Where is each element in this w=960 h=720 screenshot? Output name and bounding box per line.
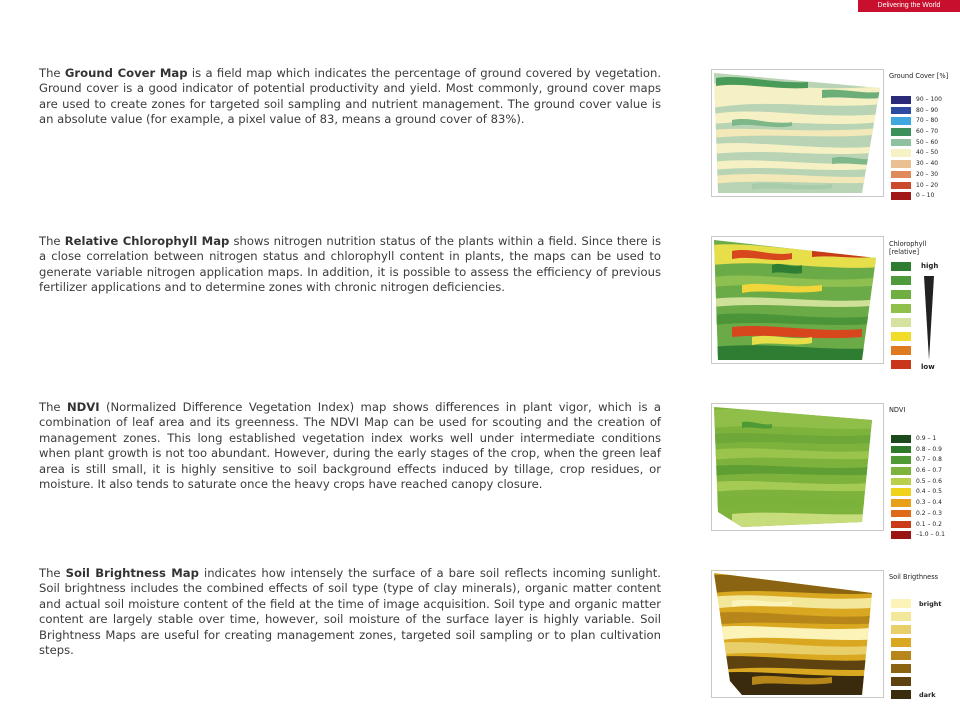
legend-swatch bbox=[891, 531, 911, 539]
legend-swatch bbox=[891, 149, 911, 157]
ndvi-title: NDVI bbox=[66, 400, 100, 414]
legend-swatch bbox=[891, 651, 911, 660]
soil-brightness-legend bbox=[889, 573, 959, 707]
legend-swatch bbox=[891, 182, 911, 190]
legend-item: 0.3 – 0.4 bbox=[889, 499, 959, 510]
legend-swatch bbox=[891, 446, 911, 454]
legend-item: 30 – 40 bbox=[889, 160, 959, 171]
legend-swatch bbox=[891, 192, 911, 200]
legend-swatch bbox=[891, 332, 911, 341]
legend-swatch bbox=[891, 346, 911, 355]
legend-swatch bbox=[891, 139, 911, 147]
legend-swatch bbox=[891, 638, 911, 647]
ground-cover-legend-title: Ground Cover [%] bbox=[889, 72, 949, 80]
legend-swatch bbox=[891, 478, 911, 486]
legend-high-label: high bbox=[921, 262, 939, 270]
legend-swatch bbox=[891, 664, 911, 673]
soil-brightness-description: The Soil Brightness Map indicates how intensely the surface of a bare soil reflects incoming sunlight. Soil brightness includes the combined effects of soil type (type of clay minerals), organic matter content and actual soil moisture content of the field at the time of image acquisition. Soil type and organic matter content are largely stable over time, however, soil moisture of the surface layer is highly variable. Soil Brightness Maps are useful for creating management zones, targeted soil sampling or to plan cultivation steps. bbox=[39, 566, 661, 658]
ground-cover-map bbox=[711, 69, 884, 197]
legend-swatch bbox=[891, 625, 911, 634]
legend-item: 0.1 – 0.2 bbox=[889, 521, 959, 532]
chlorophyll-description: The Relative Chlorophyll Map shows nitrogen nutrition status of the plants within a field. Since there is a close correlation between nitrogen status and chlorophyll content in plants, the maps can be used to generate variable nitrogen application maps. In addition, it is possible to assess the efficiency of previous fertilizer applications and to determine zones with chronic nitrogen deficiencies. bbox=[39, 234, 662, 295]
legend-swatch bbox=[891, 510, 911, 518]
legend-item: 80 – 90 bbox=[889, 107, 959, 118]
legend-item: 0.9 – 1 bbox=[889, 435, 959, 446]
ndvi-legend bbox=[889, 406, 959, 542]
gradient-wedge-icon bbox=[924, 276, 934, 360]
legend-item: 60 – 70 bbox=[889, 128, 959, 139]
chlorophyll-map bbox=[711, 236, 884, 364]
legend-swatch bbox=[891, 488, 911, 496]
legend-swatch bbox=[891, 690, 911, 699]
ndvi-description: The NDVI (Normalized Difference Vegetation Index) map shows differences in plant vigor, which is a combination of leaf area and its greenness. The NDVI Map can be used for scouting and the creation of management zones. This long established vegetation index works well under intermediate conditions when plant growth is not too abundant. However, during the early stages of the crop, when the green leaf area is still small, it is highly sensitive to soil background effects induced by tillage, crop residues, or moisture. It also tends to saturate once the heavy crops have reached canopy closure. bbox=[39, 400, 662, 492]
legend-item: 0.8 – 0.9 bbox=[889, 446, 959, 457]
legend-item: 40 – 50 bbox=[889, 149, 959, 160]
legend-item: 20 – 30 bbox=[889, 171, 959, 182]
legend-item: 0.2 – 0.3 bbox=[889, 510, 959, 521]
ground-cover-description: The Ground Cover Map is a field map which indicates the percentage of ground covered by vegetation. Ground cover is a good indicator of potential productivity and yield. Most commonly, ground cover maps are used to create zones for targeted soil sampling and nutrient management. The ground cover value is an absolute value (for example, a pixel value of 83, means a ground cover of 83%). bbox=[39, 66, 662, 127]
legend-swatch bbox=[891, 318, 911, 327]
legend-item: 70 – 80 bbox=[889, 117, 959, 128]
legend-swatch bbox=[891, 96, 911, 104]
legend-item: 0.6 – 0.7 bbox=[889, 467, 959, 478]
legend-swatch bbox=[891, 262, 911, 271]
brand-tagline: Delivering the World bbox=[877, 2, 941, 9]
legend-item: 0.5 – 0.6 bbox=[889, 478, 959, 489]
soil-brightness-legend-title: Soil Brigthness bbox=[889, 573, 939, 581]
legend-swatch bbox=[891, 499, 911, 507]
legend-swatch bbox=[891, 276, 911, 285]
legend-dark-label: dark bbox=[919, 691, 936, 699]
soil-brightness-title: Soil Brightness Map bbox=[65, 566, 199, 580]
chlorophyll-legend-title: Chlorophyll bbox=[889, 240, 927, 248]
legend-swatch bbox=[891, 467, 911, 475]
legend-swatch bbox=[891, 360, 911, 369]
legend-item: 0 – 10 bbox=[889, 192, 959, 203]
ground-cover-title: Ground Cover Map bbox=[64, 66, 188, 80]
legend-low-label: low bbox=[921, 363, 935, 371]
legend-swatch bbox=[891, 171, 911, 179]
legend-swatch bbox=[891, 107, 911, 115]
legend-item: 50 – 60 bbox=[889, 139, 959, 150]
legend-swatch bbox=[891, 117, 911, 125]
legend-swatch bbox=[891, 456, 911, 464]
legend-item: –1.0 – 0.1 bbox=[889, 531, 959, 542]
ndvi-map bbox=[711, 403, 884, 531]
legend-swatch bbox=[891, 304, 911, 313]
legend-bright-label: bright bbox=[919, 600, 942, 608]
ndvi-legend-title: NDVI bbox=[889, 406, 906, 414]
legend-item: 10 – 20 bbox=[889, 182, 959, 193]
legend-swatch bbox=[891, 160, 911, 168]
legend-swatch bbox=[891, 521, 911, 529]
legend-swatch bbox=[891, 290, 911, 299]
legend-item: 90 – 100 bbox=[889, 96, 959, 107]
brand-banner bbox=[858, 0, 960, 12]
legend-swatch bbox=[891, 677, 911, 686]
legend-swatch bbox=[891, 599, 911, 608]
chlorophyll-title: Relative Chlorophyll Map bbox=[64, 234, 230, 248]
legend-item: 0.7 – 0.8 bbox=[889, 456, 959, 467]
legend-swatch bbox=[891, 128, 911, 136]
chlorophyll-legend-subtitle: [relative] bbox=[889, 248, 920, 256]
legend-swatch bbox=[891, 435, 911, 443]
legend-item: 0.4 – 0.5 bbox=[889, 488, 959, 499]
soil-brightness-map bbox=[711, 570, 884, 698]
chlorophyll-legend bbox=[889, 240, 959, 372]
legend-swatch bbox=[891, 612, 911, 621]
ground-cover-legend bbox=[889, 72, 959, 203]
